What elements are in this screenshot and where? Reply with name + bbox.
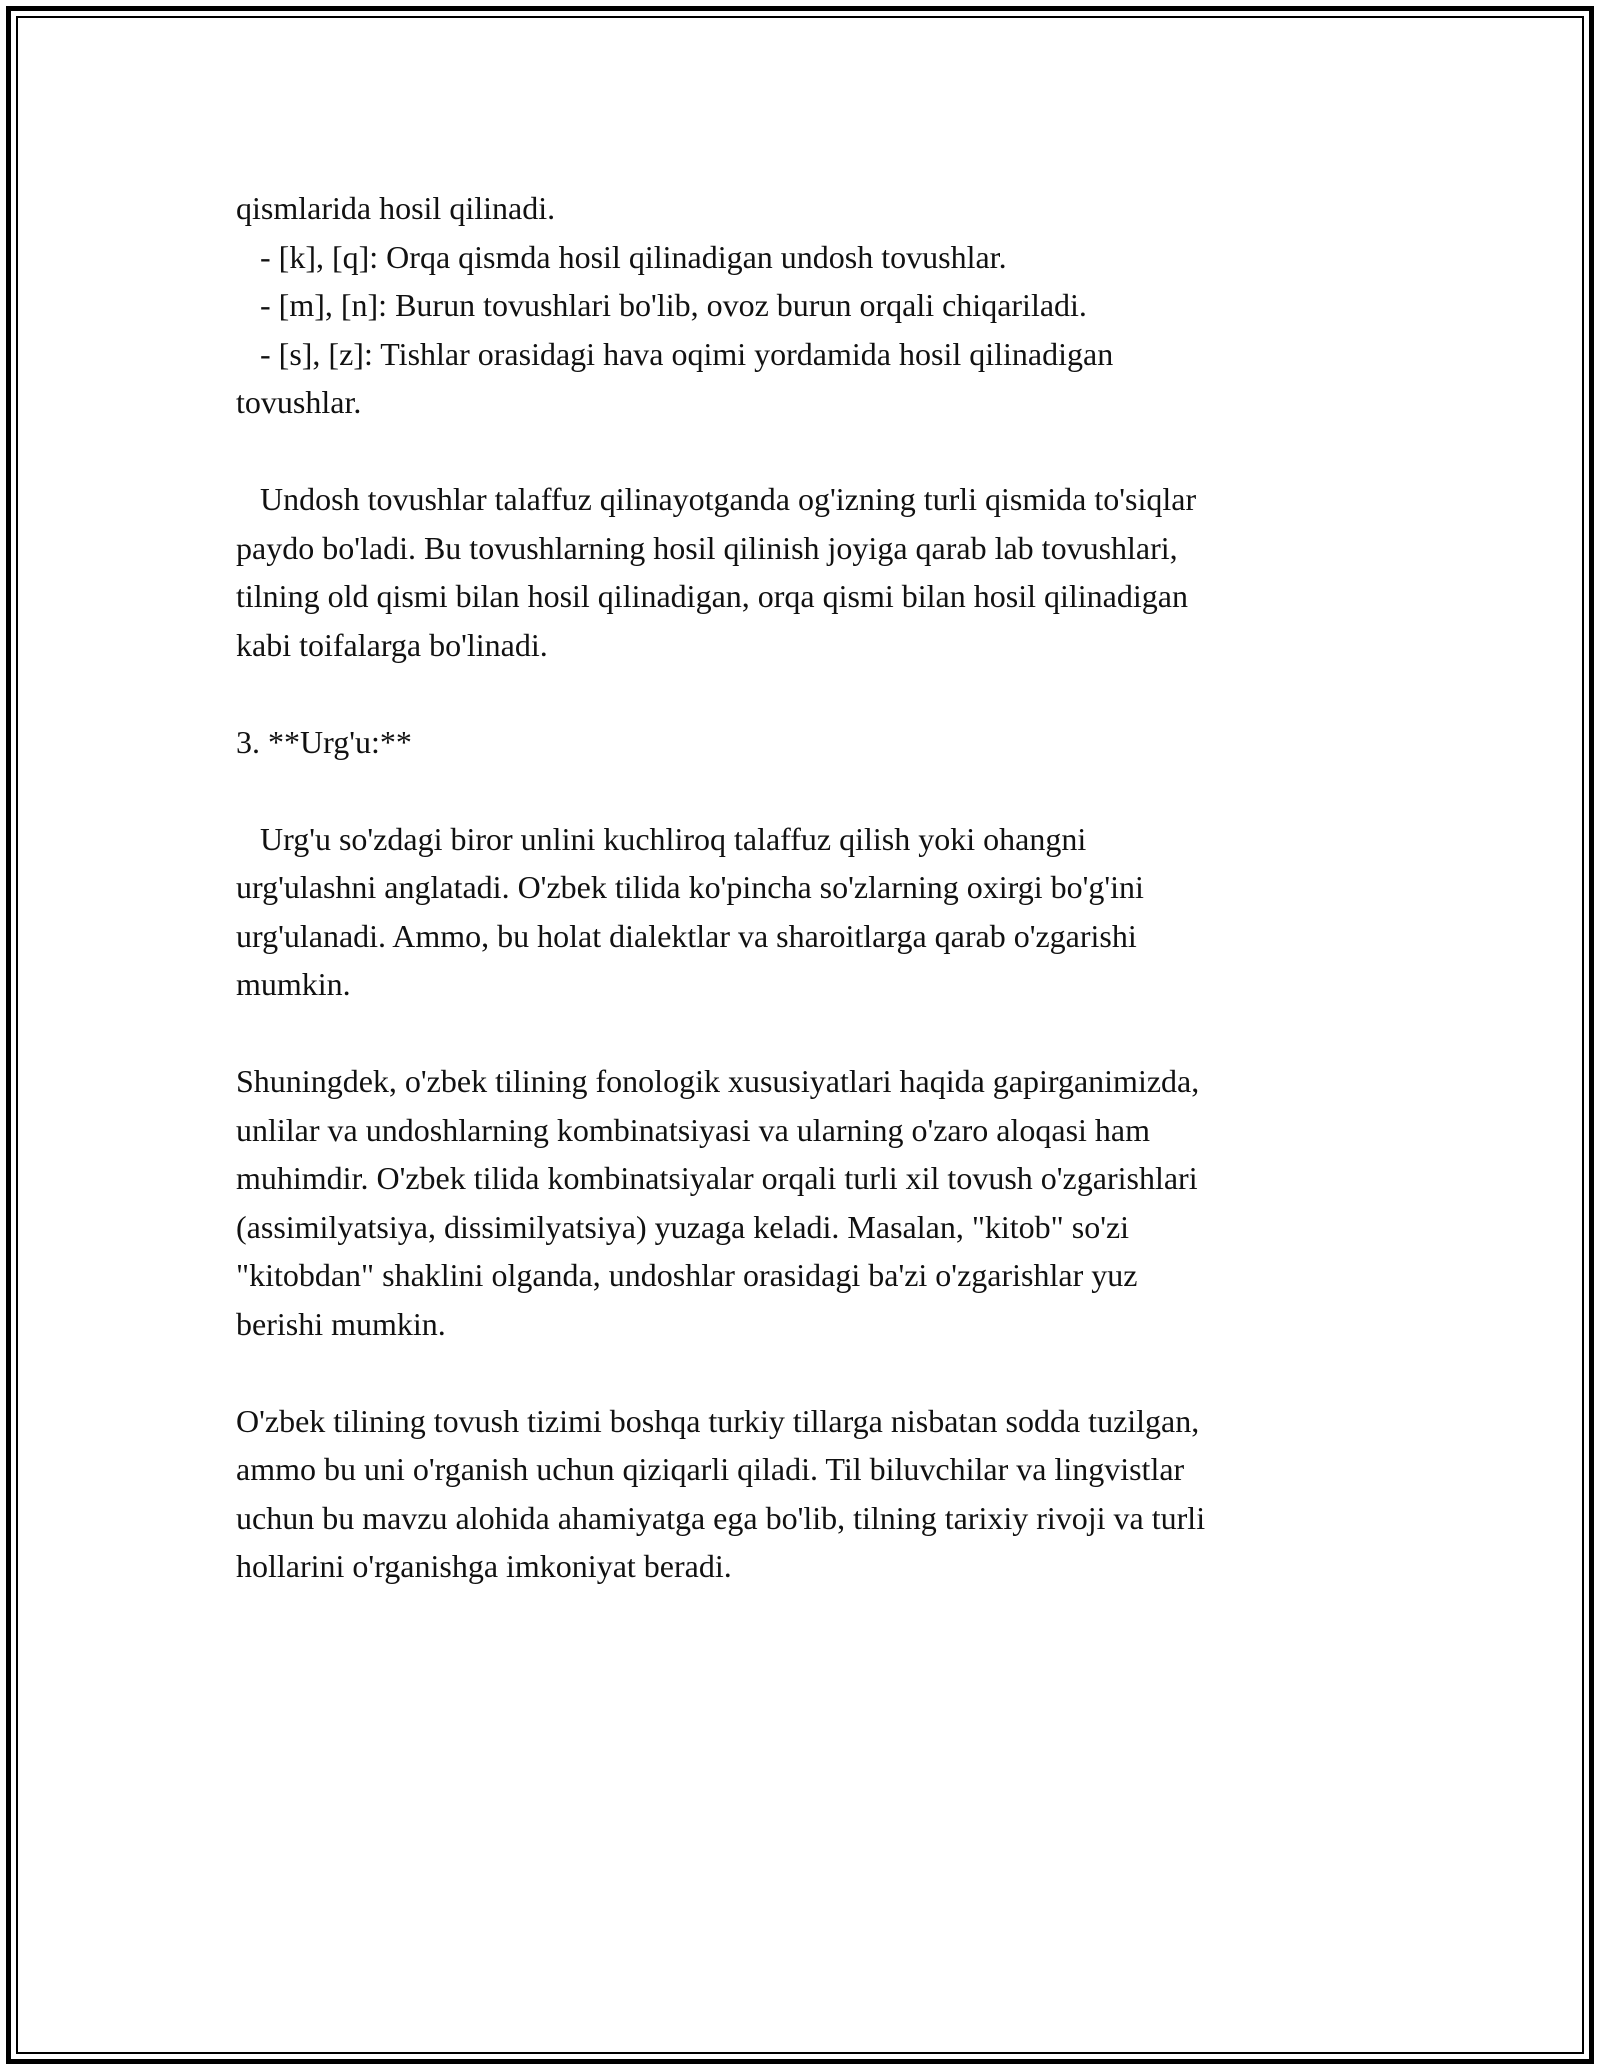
text-line: unlilar va undoshlarning kombinatsiyasi va ularning o'zaro aloqasi ham <box>236 1111 1150 1148</box>
text-line: paydo bo'ladi. Bu tovushlarning hosil qilinish joyiga qarab lab tovushlari, <box>236 529 1178 566</box>
paragraph-consonant-list <box>236 184 1376 427</box>
paragraph-spacer <box>236 766 1376 815</box>
list-item: - [k], [q]: Orqa qismda hosil qilinadigan undosh tovushlar. <box>236 238 1007 275</box>
text-line: (assimilyatsiya, dissimilyatsiya) yuzaga keladi. Masalan, "kitob" so'zi <box>236 1208 1130 1245</box>
text-line: uchun bu mavzu alohida ahamiyatga ega bo'lib, tilning tarixiy rivoji va turli <box>236 1499 1206 1536</box>
text-line: ammo bu uni o'rganish uchun qiziqarli qiladi. Til biluvchilar va lingvistlar <box>236 1451 1185 1487</box>
paragraph-spacer <box>236 669 1376 718</box>
list-item: - [s], [z]: Tishlar orasidagi hava oqimi yordamida hosil qilinadigan <box>236 335 1114 372</box>
text-line: muhimdir. O'zbek tilida kombinatsiyalar orqali turli xil tovush o'zgarishlari <box>236 1160 1198 1196</box>
paragraph-sound-system-conclusion <box>236 1397 1376 1591</box>
text-line: berishi mumkin. <box>236 1305 446 1342</box>
paragraph-spacer <box>236 1009 1376 1058</box>
text-line: qismlarida hosil qilinadi. <box>236 190 556 226</box>
text-line: urg'ulanadi. Ammo, bu holat dialektlar va sharoitlarga qarab o'zgarishi <box>236 917 1137 954</box>
paragraph-consonant-obstruction <box>236 475 1376 669</box>
text-line: urg'ulashni anglatadi. O'zbek tilida ko'pincha so'zlarning oxirgi bo'g'ini <box>236 869 1144 905</box>
text-line: Shuningdek, o'zbek tilining fonologik xususiyatlari haqida gapirganimizda, <box>236 1063 1200 1099</box>
text-line: hollarini o'rganishga imkoniyat beradi. <box>236 1548 732 1584</box>
text-line: kabi toifalarga bo'linadi. <box>236 626 548 663</box>
paragraph-stress-definition <box>236 815 1376 1009</box>
paragraph-spacer <box>236 1348 1376 1397</box>
list-item: - [m], [n]: Burun tovushlari bo'lib, ovoz burun orqali chiqariladi. <box>236 287 1087 323</box>
section-heading-stress <box>236 718 1376 767</box>
text-line: O'zbek tilining tovush tizimi boshqa turkiy tillarga nisbatan sodda tuzilgan, <box>236 1402 1200 1439</box>
text-line: Undosh tovushlar talaffuz qilinayotganda og'izning turli qismida to'siqlar <box>236 481 1197 517</box>
section-heading: 3. **Urg'u:** <box>236 723 412 760</box>
text-line: tovushlar. <box>236 384 362 420</box>
text-line: "kitobdan" shaklini olganda, undoshlar orasidagi ba'zi o'zgarishlar yuz <box>236 1257 1138 1293</box>
text-line: Urg'u so'zdagi biror unlini kuchliroq talaffuz qilish yoki ohangni <box>236 820 1087 857</box>
paragraph-phonology-combinations <box>236 1057 1376 1348</box>
text-line: mumkin. <box>236 966 351 1002</box>
document-body <box>236 184 1376 1591</box>
paragraph-spacer <box>236 427 1376 476</box>
text-line: tilning old qismi bilan hosil qilinadigan, orqa qismi bilan hosil qilinadigan <box>236 578 1188 614</box>
